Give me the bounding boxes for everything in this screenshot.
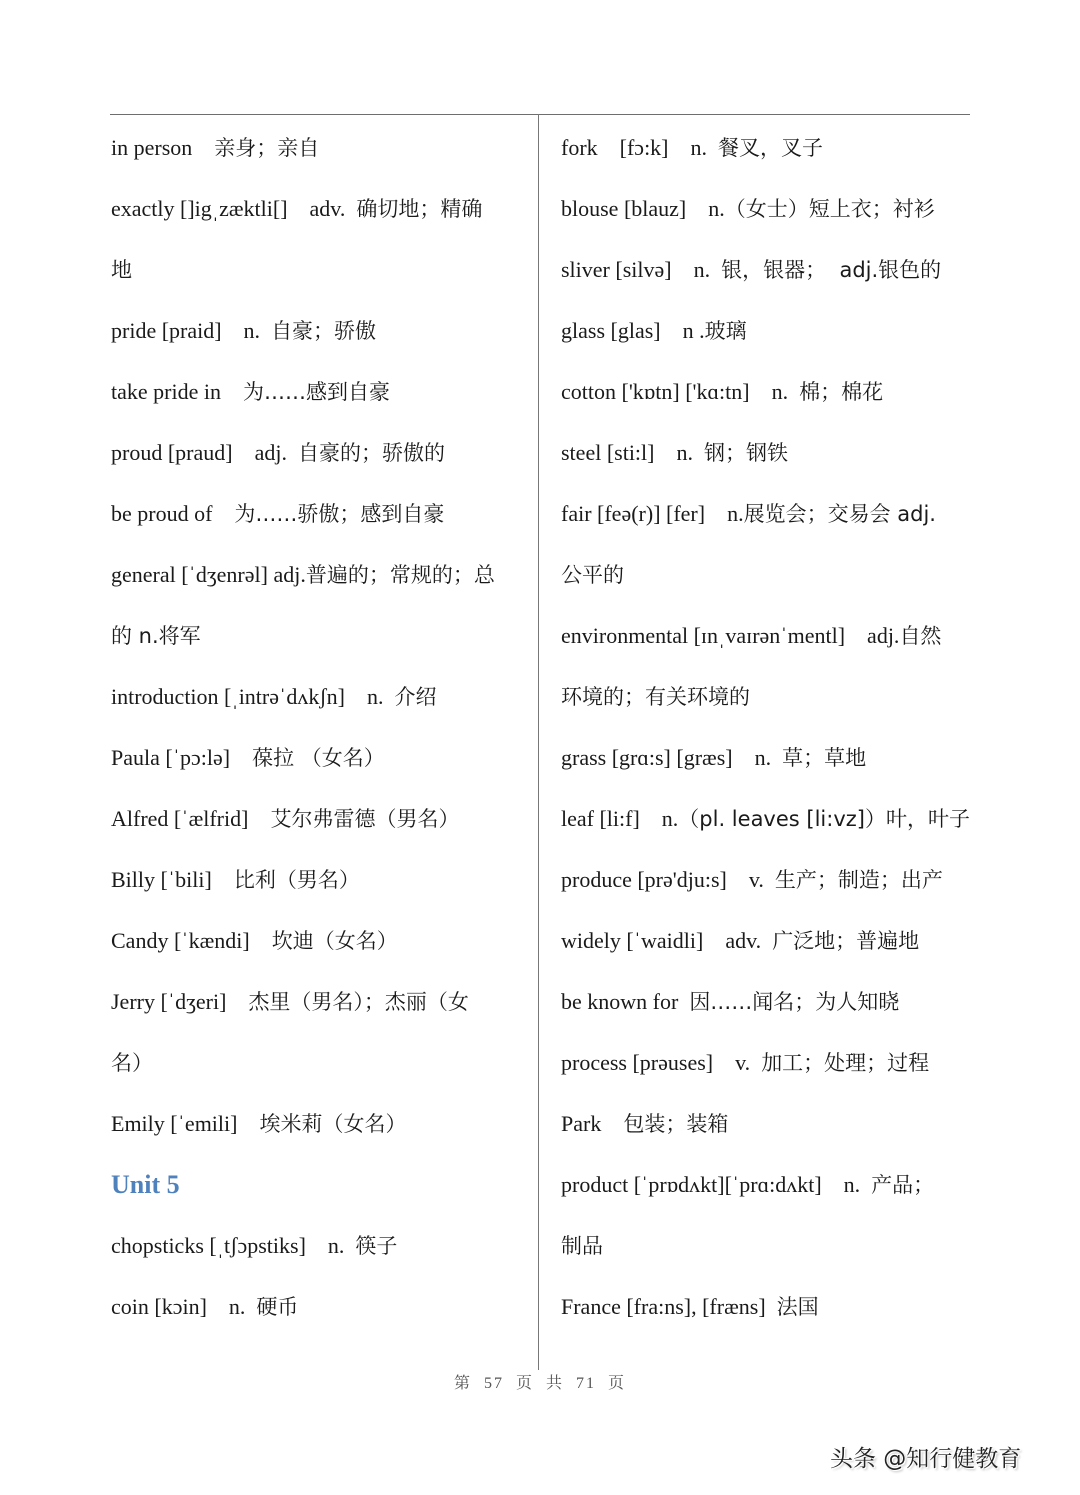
entry-english: leaf [li:f] n. bbox=[561, 806, 679, 831]
entry-chinese: 餐叉，叉子 bbox=[718, 136, 824, 160]
entry-english: general [ˈdʒenrəl] adj. bbox=[111, 562, 306, 587]
entry-english: exactly []igˌzæktli[] adv. bbox=[111, 196, 357, 221]
vocab-entry bbox=[111, 126, 531, 187]
entry-chinese: 埃米莉（女名） bbox=[259, 1112, 407, 1136]
vocab-entry bbox=[111, 1224, 531, 1285]
entry-chinese: 银，银器； adj.银色的 bbox=[721, 258, 942, 282]
entry-english: coin [kɔin] n. bbox=[111, 1294, 257, 1319]
entry-chinese: 棉；棉花 bbox=[799, 380, 884, 404]
entry-english: pride [praid] n. bbox=[111, 318, 272, 343]
entry-chinese: 草；草地 bbox=[782, 746, 867, 770]
entry-english: chopsticks [ˌtʃɔpstiks] n. bbox=[111, 1233, 356, 1258]
entry-chinese: 包装；装箱 bbox=[623, 1112, 729, 1136]
entry-chinese: 玻璃 bbox=[704, 319, 747, 343]
page-indicator: 第 57 页 共 71 页 bbox=[453, 1375, 626, 1392]
vocab-entry bbox=[561, 1285, 976, 1346]
entry-english: be proud of bbox=[111, 501, 235, 526]
entry-english: glass [glas] n . bbox=[561, 318, 705, 343]
entry-chinese: 生产；制造；出产 bbox=[774, 868, 943, 892]
vocab-entry bbox=[561, 797, 976, 858]
entry-english: France [fra:ns], [fræns] bbox=[561, 1294, 777, 1319]
entry-chinese: 钢；钢铁 bbox=[703, 441, 788, 465]
entry-chinese: 地 bbox=[111, 258, 132, 282]
entry-english: Alfred [ˈælfrid] bbox=[111, 806, 271, 831]
vocab-entry bbox=[111, 431, 531, 492]
entry-english: take pride in bbox=[111, 379, 243, 404]
vocab-entry-continuation bbox=[111, 1041, 531, 1102]
entry-english: grass [grɑ:s] [græs] n. bbox=[561, 745, 783, 770]
entry-chinese: 展览会；交易会 adj. bbox=[743, 502, 936, 526]
entry-english: produce [prə'dju:s] v. bbox=[561, 867, 775, 892]
entry-chinese: 名） bbox=[111, 1051, 153, 1075]
vocab-entry bbox=[561, 309, 976, 370]
entry-chinese: 杰里（男名）；杰丽（女 bbox=[248, 990, 469, 1014]
entry-english: cotton ['kɒtn] ['kɑ:tn] n. bbox=[561, 379, 800, 404]
entry-english: widely [ˈwaidli] adv. bbox=[561, 928, 773, 953]
vocab-entry bbox=[561, 980, 976, 1041]
entry-english: introduction [ˌintrəˈdʌkʃn] n. bbox=[111, 684, 395, 709]
entry-chinese: 坎迪（女名） bbox=[271, 929, 398, 953]
entry-chinese: （pl. leaves [li:vz]）叶，叶子 bbox=[678, 807, 970, 831]
entry-chinese: 加工；处理；过程 bbox=[761, 1051, 930, 1075]
entry-english: blouse [blauz] n. bbox=[561, 196, 725, 221]
vocab-entry-continuation bbox=[561, 1224, 976, 1285]
entry-chinese: 公平的 bbox=[561, 563, 624, 587]
watermark: 头条 @知行健教育 bbox=[830, 1446, 1022, 1472]
vocab-entry bbox=[111, 858, 531, 919]
vocab-entry-continuation bbox=[111, 248, 531, 309]
entry-english: environmental [ɪnˌvaɪrənˈmentl] adj. bbox=[561, 623, 900, 648]
header-rule bbox=[110, 114, 970, 115]
column-divider bbox=[538, 114, 539, 1370]
entry-english: fair [feə(r)] [fer] n. bbox=[561, 501, 744, 526]
entry-chinese: 硬币 bbox=[256, 1295, 299, 1319]
entry-english: Paula [ˈpɔ:lə] bbox=[111, 745, 253, 770]
vocab-entry bbox=[561, 919, 976, 980]
vocab-entry bbox=[111, 797, 531, 858]
vocab-entry bbox=[111, 187, 531, 248]
entry-chinese: 亲身；亲自 bbox=[214, 136, 320, 160]
entry-chinese: 普遍的；常规的；总 bbox=[305, 563, 495, 587]
vocab-entry bbox=[111, 919, 531, 980]
vocab-entry bbox=[111, 736, 531, 797]
vocab-entry bbox=[111, 553, 531, 614]
entry-chinese: 艾尔弗雷德（男名） bbox=[270, 807, 460, 831]
entry-chinese: 为……感到自豪 bbox=[242, 380, 390, 404]
vocab-entry bbox=[561, 370, 976, 431]
entry-chinese: 制品 bbox=[561, 1234, 603, 1258]
entry-english: Emily [ˈemili] bbox=[111, 1111, 260, 1136]
entry-chinese: 葆拉 （女名） bbox=[252, 746, 385, 770]
vocab-entry bbox=[111, 1102, 531, 1163]
entry-chinese: 法国 bbox=[776, 1295, 819, 1319]
entry-english: steel [sti:l] n. bbox=[561, 440, 704, 465]
vocab-entry bbox=[111, 309, 531, 370]
entry-english: Jerry [ˈdʒeri] bbox=[111, 989, 249, 1014]
vocab-entry bbox=[111, 492, 531, 553]
entry-chinese: （女士）短上衣；衬衫 bbox=[724, 197, 935, 221]
vocab-entry bbox=[561, 614, 976, 675]
vocab-entry bbox=[561, 1102, 976, 1163]
vocab-entry bbox=[561, 431, 976, 492]
entry-chinese: 确切地；精确 bbox=[356, 197, 483, 221]
vocab-entry-continuation bbox=[561, 553, 976, 614]
entry-chinese: 因……闻名；为人知晓 bbox=[689, 990, 900, 1014]
entry-english: Billy [ˈbili] bbox=[111, 867, 234, 892]
entry-chinese: 自豪的；骄傲的 bbox=[297, 441, 445, 465]
right-column bbox=[561, 126, 976, 1346]
vocab-entry bbox=[111, 675, 531, 736]
entry-chinese: 自豪；骄傲 bbox=[271, 319, 377, 343]
vocab-entry bbox=[561, 248, 976, 309]
entry-chinese: 为……骄傲；感到自豪 bbox=[234, 502, 445, 526]
entry-english: Park bbox=[561, 1111, 624, 1136]
left-column bbox=[111, 126, 531, 1346]
vocab-entry bbox=[561, 1163, 976, 1224]
entry-chinese: 环境的；有关环境的 bbox=[561, 685, 750, 709]
entry-chinese: 比利（男名） bbox=[233, 868, 360, 892]
entry-chinese: 产品； bbox=[871, 1173, 935, 1197]
vocab-entry bbox=[561, 1041, 976, 1102]
entry-chinese: 自然 bbox=[899, 624, 942, 648]
vocab-entry bbox=[111, 1285, 531, 1346]
entry-chinese: 筷子 bbox=[355, 1234, 398, 1258]
vocab-entry bbox=[561, 187, 976, 248]
entry-english: Candy [ˈkændi] bbox=[111, 928, 272, 953]
entry-chinese: 广泛地；普遍地 bbox=[772, 929, 920, 953]
vocab-entry bbox=[111, 980, 531, 1041]
entry-english: in person bbox=[111, 135, 215, 160]
vocab-entry bbox=[561, 126, 976, 187]
entry-english: fork [fɔ:k] n. bbox=[561, 135, 719, 160]
entry-english: sliver [silvə] n. bbox=[561, 257, 722, 282]
unit-heading: Unit 5 bbox=[111, 1170, 180, 1199]
entry-english: process [prəuses] v. bbox=[561, 1050, 762, 1075]
entry-english: proud [praud] adj. bbox=[111, 440, 298, 465]
entry-chinese: 的 n.将军 bbox=[111, 624, 201, 648]
entry-chinese: 介绍 bbox=[394, 685, 437, 709]
vocab-entry bbox=[561, 736, 976, 797]
entry-english: be known for bbox=[561, 989, 690, 1014]
entry-english: product [ˈprɒdʌkt][ˈprɑ:dʌkt] n. bbox=[561, 1172, 872, 1197]
vocab-entry-continuation bbox=[561, 675, 976, 736]
vocab-entry bbox=[111, 370, 531, 431]
vocab-entry bbox=[561, 858, 976, 919]
vocab-entry-continuation bbox=[111, 614, 531, 675]
vocab-entry bbox=[561, 492, 976, 553]
